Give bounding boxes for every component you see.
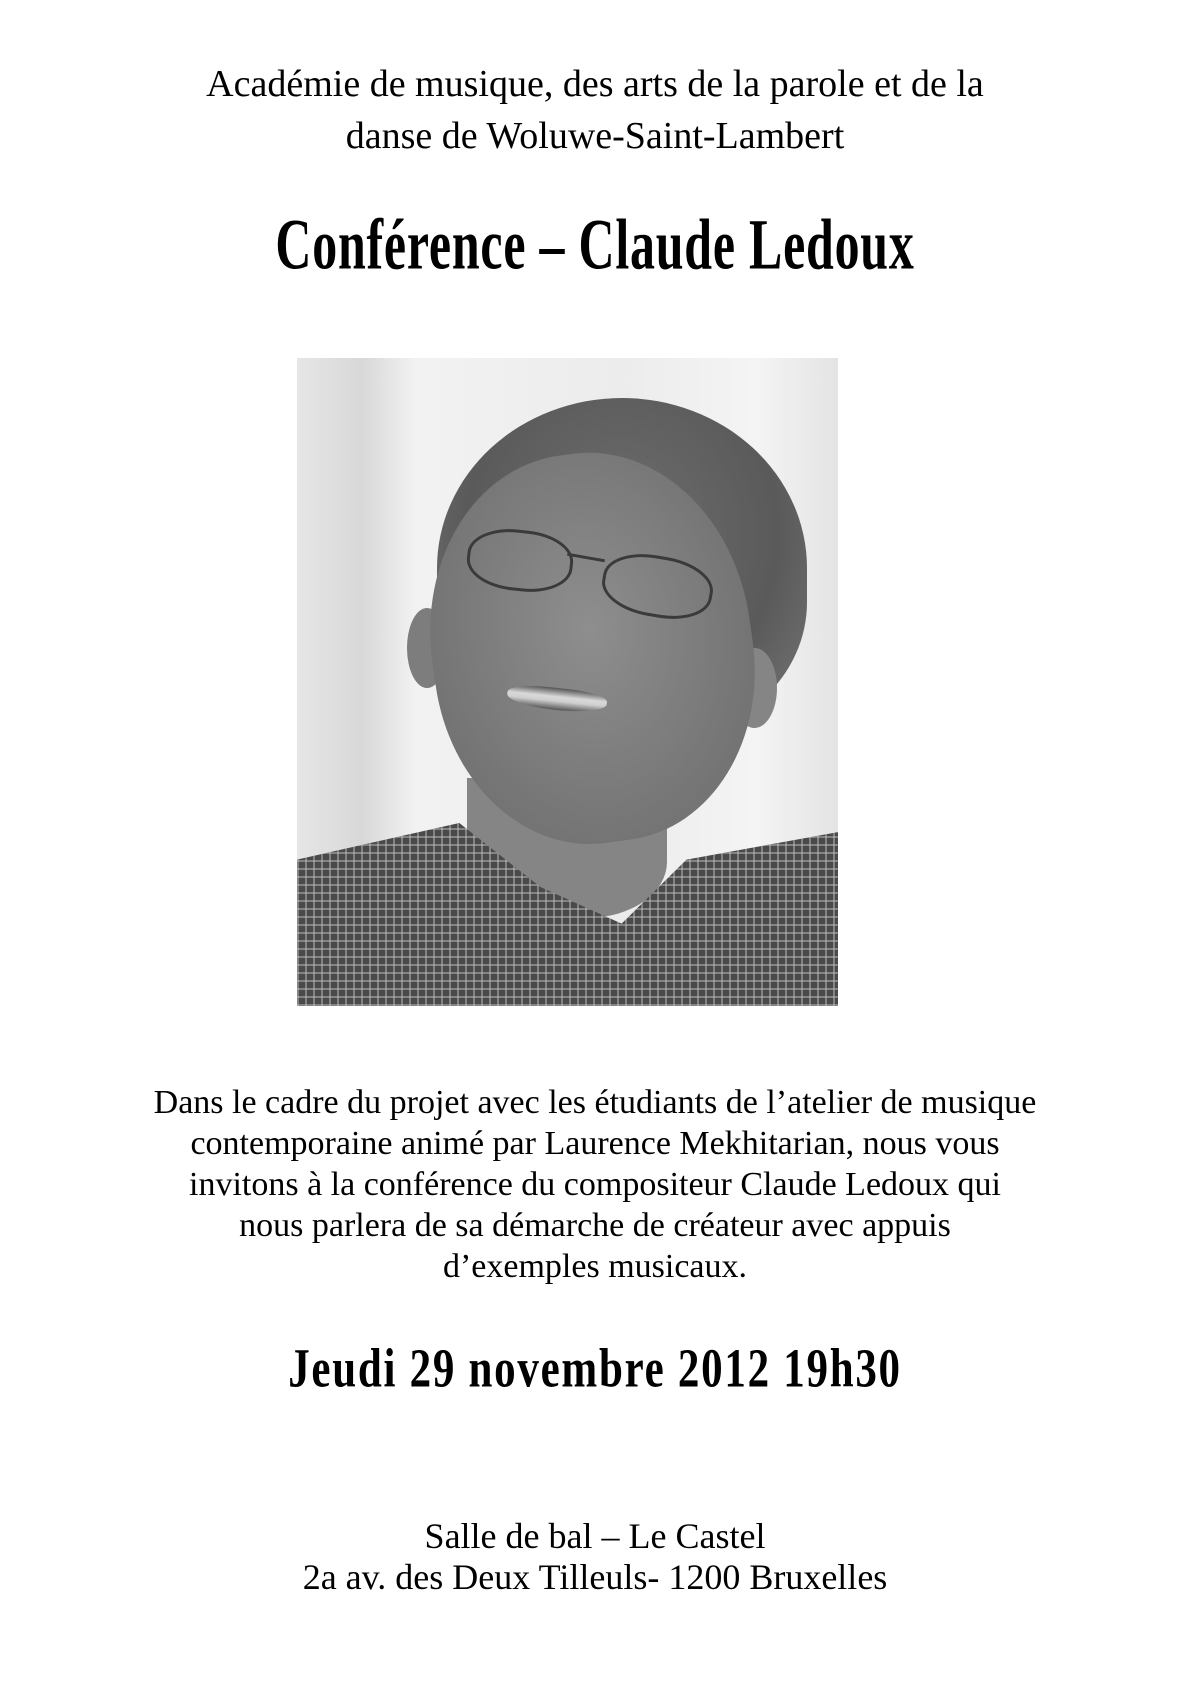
description-line-5: d’exemples musicaux. (442, 1248, 748, 1285)
institution-line-2: danse de Woluwe-Saint-Lambert (345, 115, 845, 157)
page-title: Conférence – Claude Ledoux (275, 204, 915, 285)
description-line-4: nous parlera de sa démarche de créateur avec appuis (239, 1207, 951, 1244)
description-line-1: Dans le cadre du projet avec les étudiants de l’atelier de musique (153, 1084, 1037, 1121)
event-venue: Salle de bal – Le Castel (424, 1516, 766, 1556)
institution-line-1: Académie de musique, des arts de la parole et de la (206, 63, 984, 105)
description-line-2: contemporaine animé par Laurence Mekhitarian, nous vous (190, 1125, 1000, 1162)
portrait-photo (297, 358, 838, 1006)
description-line-3: invitons à la conférence du compositeur Claude Ledoux qui (189, 1166, 1001, 1203)
event-address: 2a av. des Deux Tilleuls- 1200 Bruxelles (302, 1557, 888, 1597)
event-datetime: Jeudi 29 novembre 2012 19h30 (288, 1337, 902, 1399)
